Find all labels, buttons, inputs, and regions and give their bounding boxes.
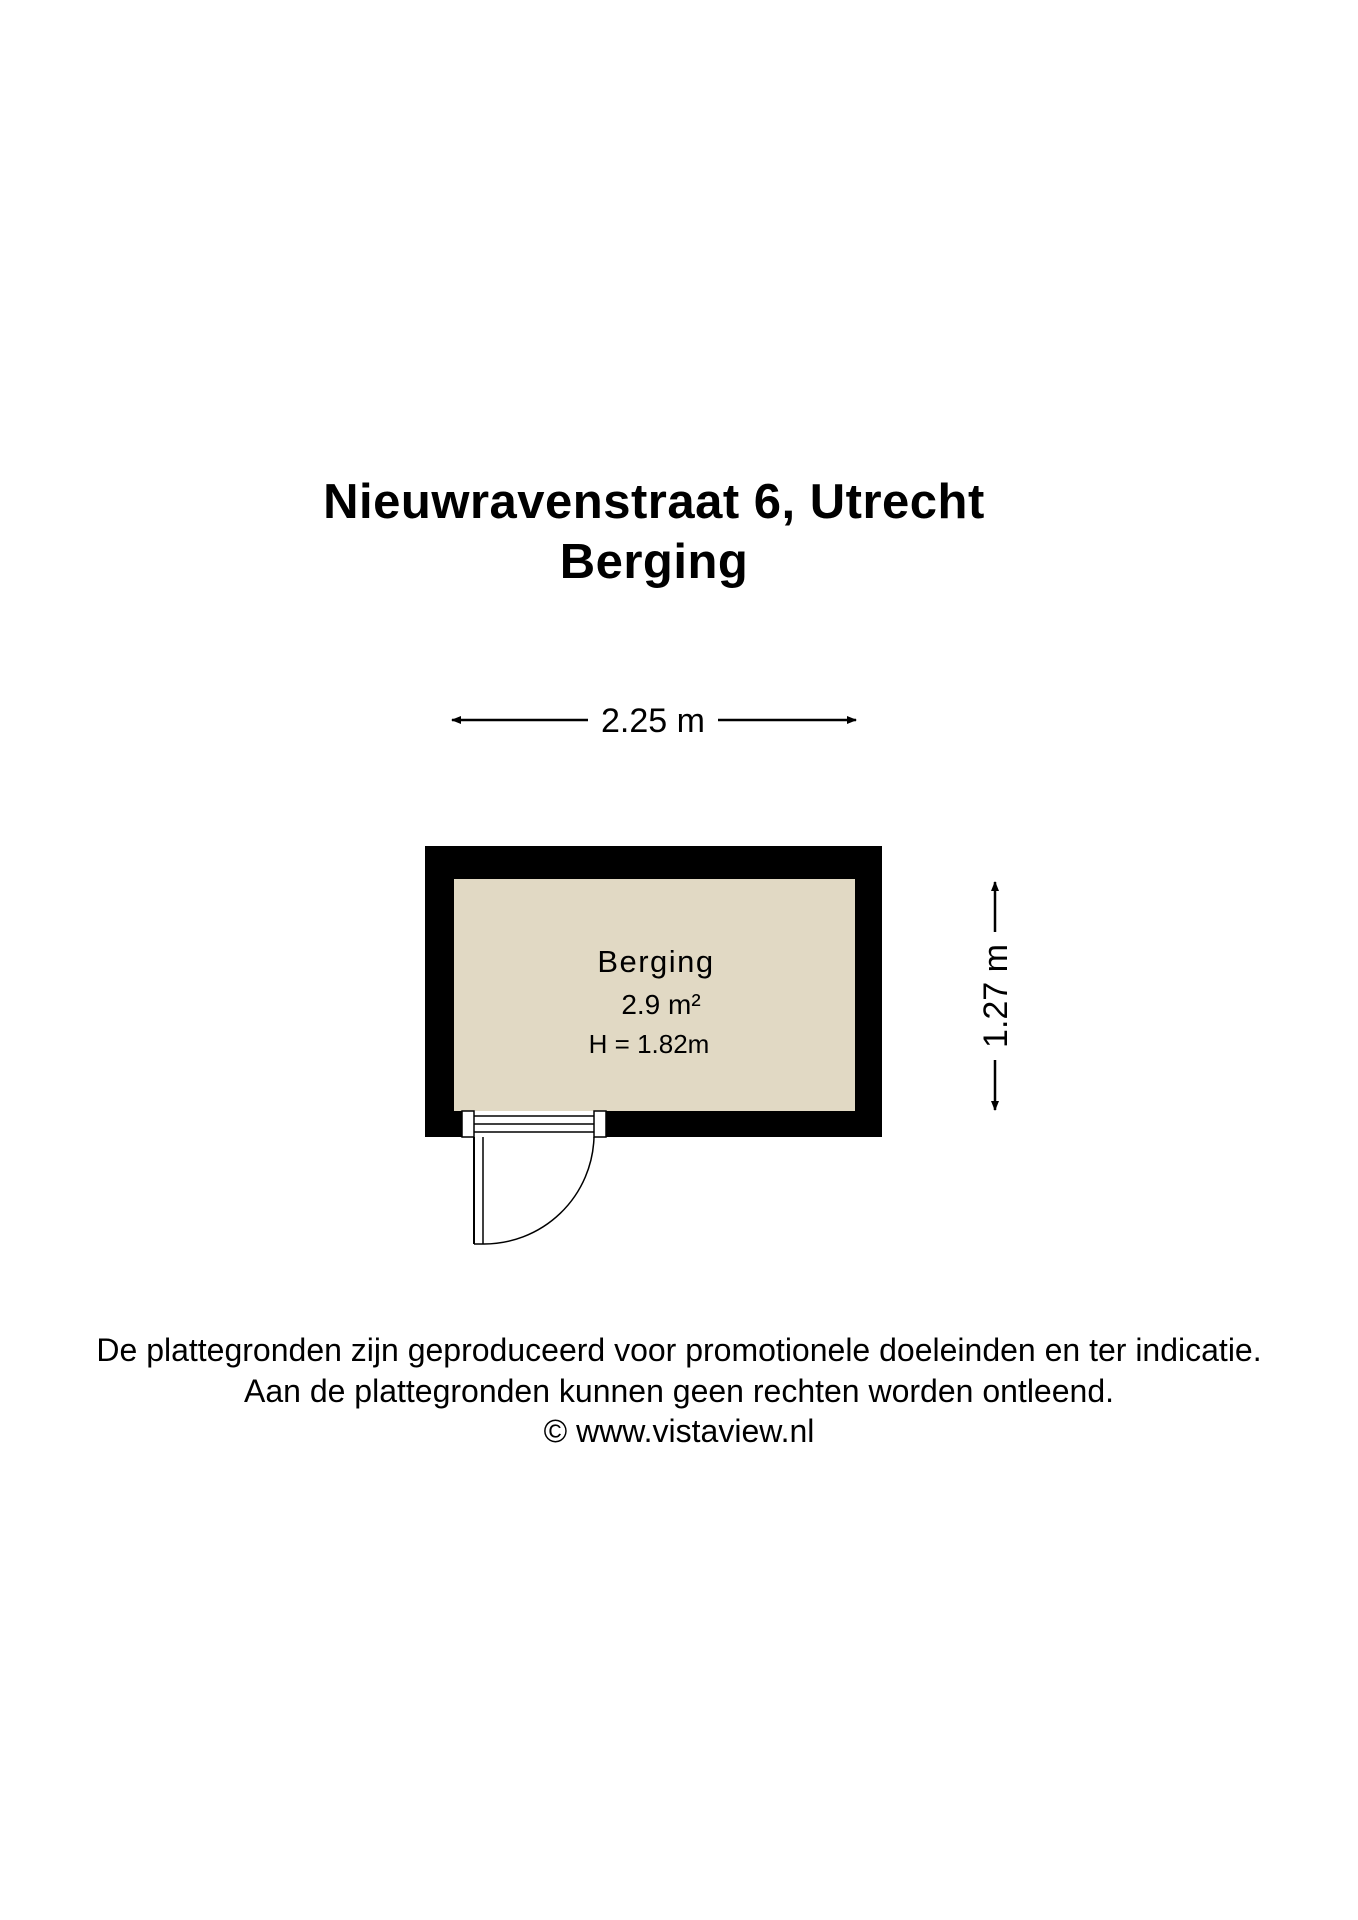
room-height: H = 1.82m	[588, 1029, 710, 1059]
door-swing-arc	[483, 1137, 594, 1244]
door	[462, 1111, 606, 1244]
room-area: 2.9 m²	[621, 989, 701, 1020]
copyright: © www.vistaview.nl	[543, 1413, 815, 1449]
wall-bottom-right	[606, 1111, 882, 1137]
door-frame-right	[594, 1111, 606, 1137]
disclaimer-line-1: De plattegronden zijn geproduceerd voor promotionele doeleinden en ter indicatie.	[96, 1332, 1262, 1368]
depth-dimension	[977, 882, 1015, 1110]
wall-right	[855, 846, 882, 1137]
room-name: Berging	[597, 944, 715, 979]
width-dimension-label: 2.25 m	[601, 702, 705, 740]
wall-top	[425, 846, 882, 879]
wall-left	[425, 846, 454, 1137]
floor-title: Berging	[559, 535, 749, 589]
page-title: Nieuwravenstraat 6, Utrecht	[323, 475, 985, 529]
disclaimer-line-2: Aan de plattegronden kunnen geen rechten worden ontleend.	[243, 1373, 1114, 1409]
door-frame-left	[462, 1111, 474, 1137]
depth-dimension-label: 1.27 m	[977, 944, 1015, 1048]
width-dimension	[452, 702, 856, 740]
wall-bottom-left	[425, 1111, 462, 1137]
